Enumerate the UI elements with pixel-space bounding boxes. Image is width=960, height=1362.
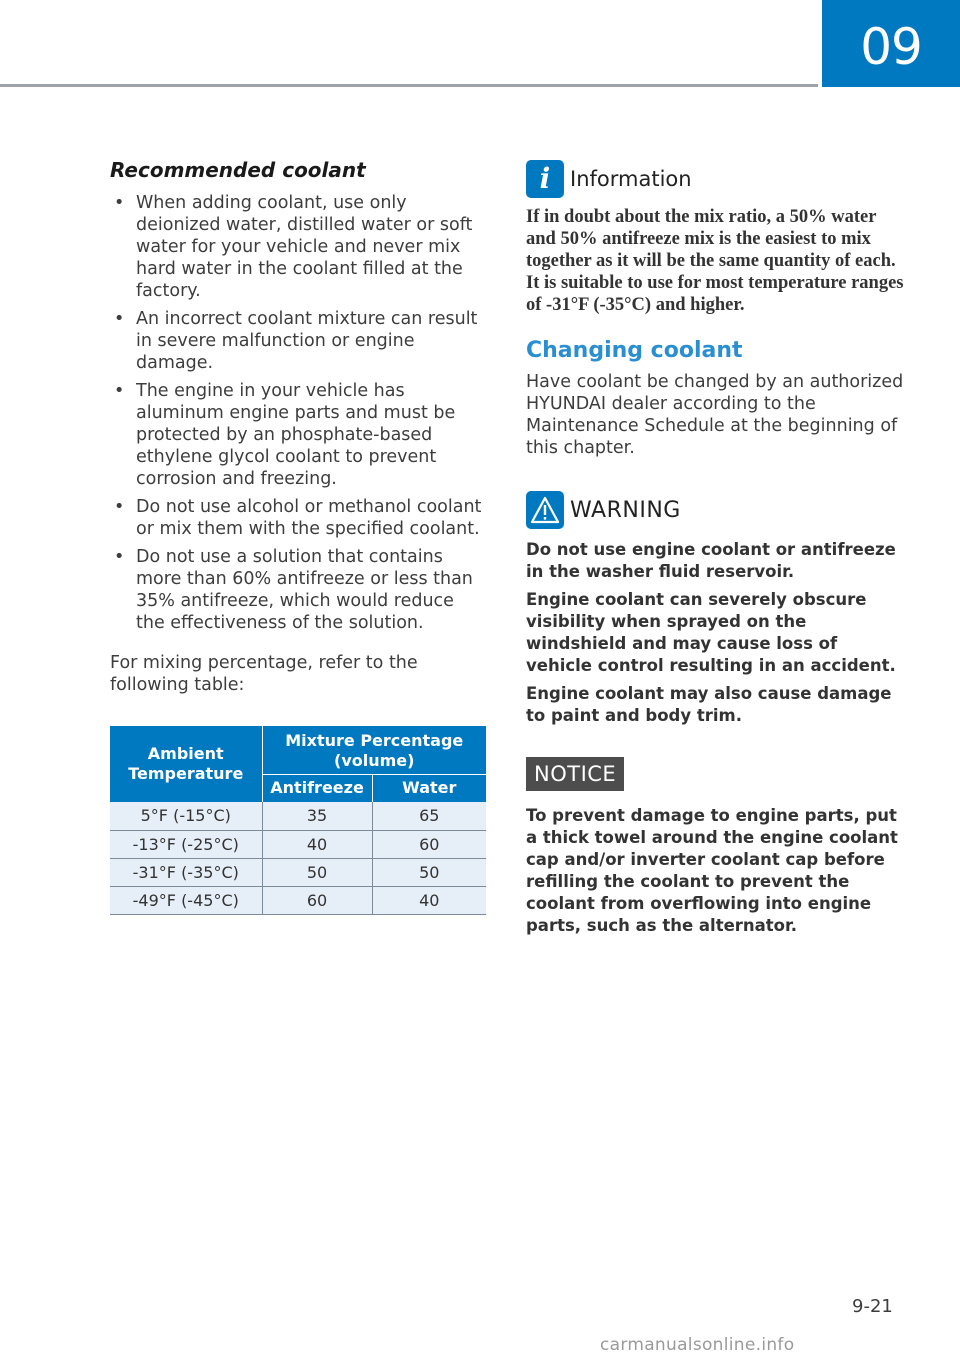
cell-water: 50 <box>372 858 486 886</box>
warning-paragraph: Engine coolant may also cause damage to paint and body trim. <box>526 684 892 725</box>
cell-water: 60 <box>372 830 486 858</box>
information-header <box>526 160 906 198</box>
cell-antifreeze: 60 <box>262 886 372 914</box>
chapter-tab <box>822 0 960 87</box>
table-header-antifreeze: Antifreeze <box>262 774 372 802</box>
table-header-ambient: Ambient Temperature <box>110 726 262 802</box>
list-item-text: An incorrect coolant mixture can result in severe malfunction or engine damage. <box>136 309 478 373</box>
cell-water: 65 <box>372 802 486 830</box>
cell-water: 40 <box>372 886 486 914</box>
information-icon: i <box>526 160 564 198</box>
recommended-coolant-heading: Recommended coolant <box>110 158 366 182</box>
watermark: carmanualsonline.info <box>600 1335 795 1355</box>
information-title: Information <box>570 167 692 191</box>
list-item-text: Do not use a solution that contains more than 60% antifreeze or less than 35% antifreeze, which would reduce the effectiveness of the solution. <box>136 547 473 633</box>
warning-triangle-icon <box>526 491 564 529</box>
bullet-icon: • <box>114 193 125 213</box>
bullet-icon: • <box>114 497 125 517</box>
list-item <box>110 496 488 540</box>
list-item-text: When adding coolant, use only deionized water, distilled water or soft water for your vehicle and never mix hard water in the coolant filled at the factory. <box>136 193 473 301</box>
list-item <box>110 380 488 490</box>
bullet-icon: • <box>114 381 125 401</box>
bullet-icon: • <box>114 547 125 567</box>
list-item-text: Do not use alcohol or methanol coolant or mix them with the specified coolant. <box>136 497 482 539</box>
table-header-water: Water <box>372 774 486 802</box>
table-row <box>110 830 486 858</box>
cell-temperature: -13°F (-25°C) <box>110 830 262 858</box>
coolant-mix-table <box>110 726 486 915</box>
table-row <box>110 886 486 914</box>
header-rule <box>0 84 818 87</box>
information-body: If in doubt about the mix ratio, a 50% water and 50% antifreeze mix is the easiest to mix together as it will be the same quantity of each. It is suitable to use for most temperature ranges of -31°F (-35°C) and higher. <box>526 207 904 315</box>
warning-title: WARNING <box>570 497 681 523</box>
list-item-text: The engine in your vehicle has aluminum engine parts and must be protected by an phosphate-based ethylene glycol coolant to prevent corrosion and freezing. <box>136 381 456 489</box>
table-row <box>110 802 486 830</box>
list-item <box>110 546 488 634</box>
bullet-icon: • <box>114 309 125 329</box>
cell-temperature: 5°F (-15°C) <box>110 802 262 830</box>
warning-header <box>526 491 906 529</box>
cell-temperature: -31°F (-35°C) <box>110 858 262 886</box>
notice-body: To prevent damage to engine parts, put a thick towel around the engine coolant cap and/or inverter coolant cap before refilling the coolant to prevent the coolant from overflowing into engine parts, such as the alternator. <box>526 806 898 935</box>
warning-paragraph: Engine coolant can severely obscure visibility when sprayed on the windshield and may cause loss of vehicle control resulting in an accident. <box>526 590 896 675</box>
mix-table-intro: For mixing percentage, refer to the following table: <box>110 653 418 695</box>
page-number: 9-21 <box>852 1296 893 1317</box>
cell-antifreeze: 50 <box>262 858 372 886</box>
list-item <box>110 308 488 374</box>
list-item <box>110 192 488 302</box>
table-header-mixture: Mixture Percentage (volume) <box>262 726 486 774</box>
recommended-coolant-list <box>110 192 488 634</box>
notice-badge: NOTICE <box>526 757 624 791</box>
right-column <box>526 160 906 937</box>
cell-antifreeze: 40 <box>262 830 372 858</box>
warning-paragraph: Do not use engine coolant or antifreeze in the washer fluid reservoir. <box>526 540 896 581</box>
changing-coolant-body: Have coolant be changed by an authorized HYUNDAI dealer according to the Maintenance Schedule at the beginning of this chapter. <box>526 372 904 458</box>
changing-coolant-heading: Changing coolant <box>526 338 743 363</box>
left-column <box>110 158 488 915</box>
table-row <box>110 858 486 886</box>
chapter-number: 09 <box>860 18 922 76</box>
cell-antifreeze: 35 <box>262 802 372 830</box>
cell-temperature: -49°F (-45°C) <box>110 886 262 914</box>
